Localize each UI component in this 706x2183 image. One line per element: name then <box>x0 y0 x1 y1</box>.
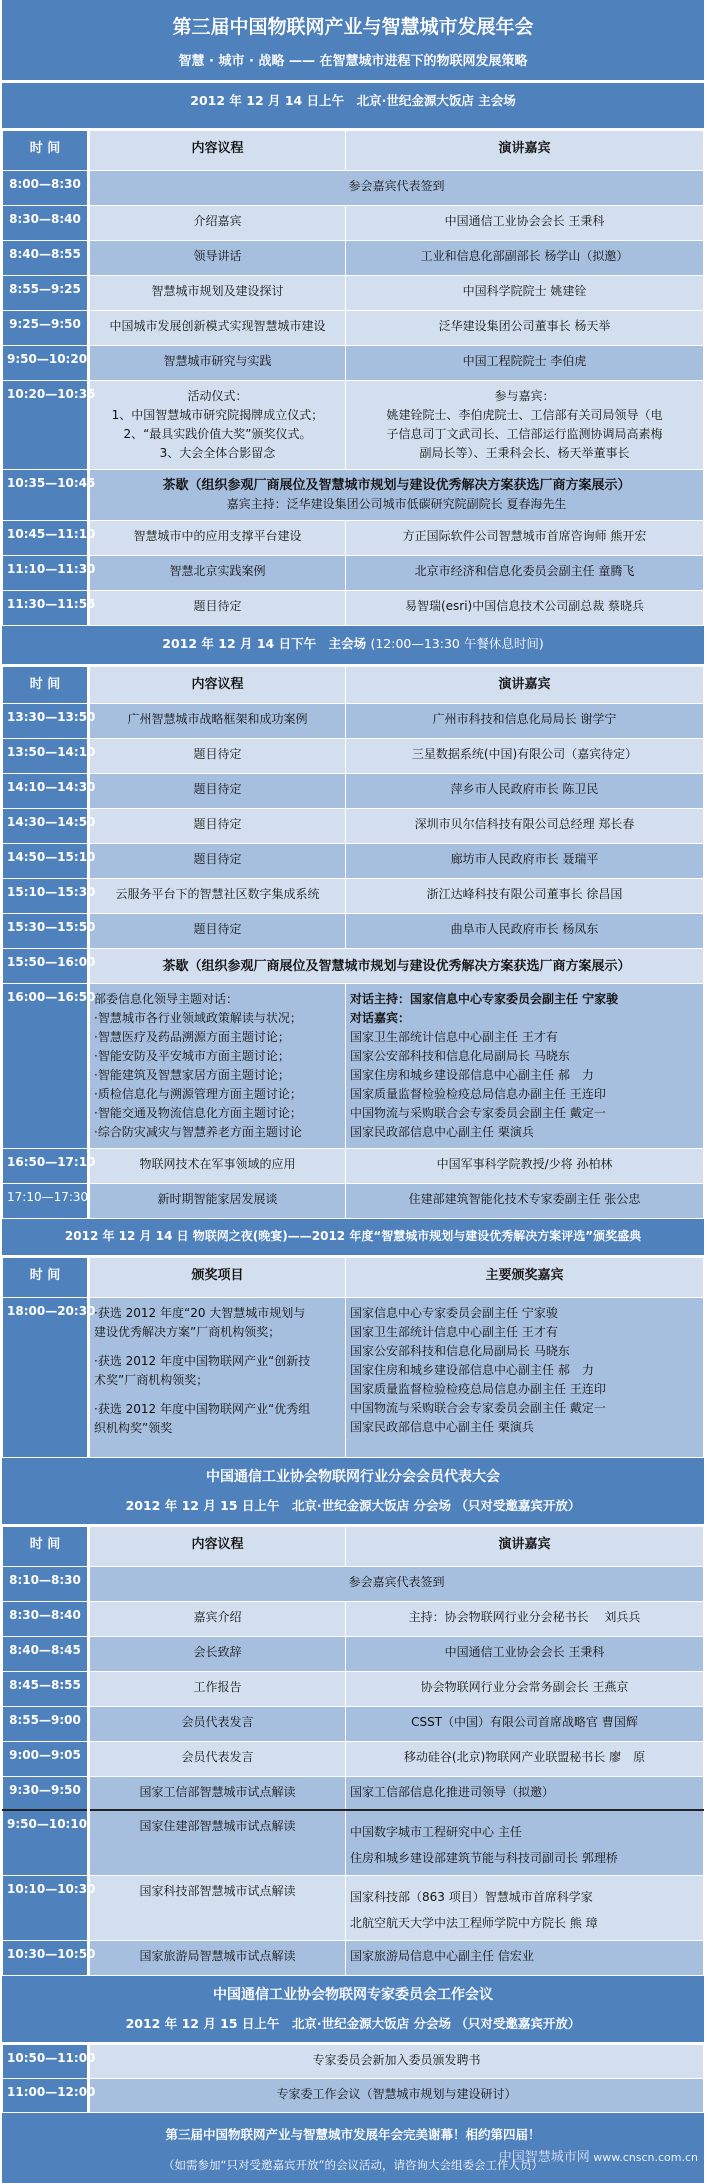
col-time: 时 间 <box>3 131 89 171</box>
row-agenda: 广州智慧城市战略框架和成功案例 <box>89 704 346 739</box>
row-speaker: 移动硅谷(北京)物联网产业联盟秘书长 廖 原 <box>346 1742 704 1777</box>
col-agenda: 内容议程 <box>89 131 346 171</box>
table-row <box>3 1672 704 1707</box>
col-speaker: 演讲嘉宾 <box>346 667 704 704</box>
row-agenda: 会长致辞 <box>89 1637 346 1672</box>
session4-header-text: 2012 年 12 月 15 日上午 北京·世纪金源大饭店 分会场 （只对受邀嘉宾开放） <box>125 1498 581 1513</box>
session3-table <box>2 1257 704 1458</box>
row-time: 10:10—10:30 <box>3 1875 89 1940</box>
watermark-site-name: 中国智慧城市网 <box>498 2149 590 2165</box>
row-time: 15:10—15:30 <box>3 879 89 914</box>
row-time: 9:25—9:50 <box>3 311 89 346</box>
row-span: 茶歇（组织参观厂商展位及智慧城市规划与建设优秀解决方案获选厂商方案展示） <box>89 949 704 984</box>
row-agenda: 新时期智能家居发展谈 <box>89 1184 346 1219</box>
table-row <box>3 1298 704 1458</box>
row-time: 9:00—9:05 <box>3 1742 89 1777</box>
row-speaker: 北京市经济和信息化委员会副主任 童腾飞 <box>346 556 704 591</box>
row-time: 15:50—16:00 <box>3 949 89 984</box>
spacer <box>94 1390 341 1400</box>
row-span: 参会嘉宾代表签到 <box>89 1567 704 1602</box>
table-row <box>3 1777 704 1810</box>
table-row <box>3 1742 704 1777</box>
speaker-line: 国家科技部（863 项目）智慧城市首席科学家 <box>350 1889 593 1904</box>
guest-line: 国家信息中心专家委员会副主任 宁家骏 <box>350 1306 558 1320</box>
row-speaker: 萍乡市人民政府市长 陈卫民 <box>346 774 704 809</box>
row-award-guests <box>346 1298 704 1458</box>
spacer <box>94 1342 341 1352</box>
agenda-line: 3、大会全体合影留念 <box>159 446 276 460</box>
table-row <box>3 1602 704 1637</box>
row-agenda: 国家旅游局智慧城市试点解读 <box>89 1940 346 1975</box>
row-agenda: 国家科技部智慧城市试点解读 <box>89 1875 346 1940</box>
session5-title: 中国通信工业协会物联网专家委员会工作会议 <box>213 1986 493 2003</box>
speaker-line: 对话主持：国家信息中心专家委员会副主任 宁家骏 <box>350 992 619 1006</box>
closing-footer <box>2 2113 704 2183</box>
row-speaker: 中国通信工业协会会长 王秉科 <box>346 1637 704 1672</box>
guest-line: 中国物流与采购联合会专家委员会副主任 戴定一 <box>350 1401 606 1415</box>
session5-header <box>2 1976 704 2044</box>
session1-table <box>2 130 704 626</box>
table-row <box>3 521 704 556</box>
agenda-line: ·质检信息化与溯源管理方面主题讨论； <box>94 1087 302 1101</box>
session2-header-text <box>2 626 704 652</box>
row-speaker: 工业和信息化部副部长 杨学山（拟邀） <box>346 241 704 276</box>
speaker-line: 国家卫生部统计信息中心副主任 王才有 <box>350 1030 558 1044</box>
row-speaker: 中国科学院院士 姚建铨 <box>346 276 704 311</box>
table-header-row <box>3 131 704 171</box>
row-agenda: 国家住建部智慧城市试点解读 <box>89 1810 346 1876</box>
agenda-line: ·智能建筑及智慧家居方面主题讨论； <box>94 1068 290 1082</box>
session4-title: 中国通信工业协会物联网行业分会会员代表大会 <box>206 1469 500 1485</box>
speaker-line: 子信息司丁文武司长、工信部运行监测协调局高素梅 <box>386 427 663 441</box>
table-row <box>3 1637 704 1672</box>
table-row <box>3 844 704 879</box>
row-time: 15:30—15:50 <box>3 914 89 949</box>
guest-line: 国家质量监督检验检疫总局信息办副主任 王连印 <box>350 1382 606 1396</box>
row-agenda: 智慧北京实践案例 <box>89 556 346 591</box>
page-subtitle: 智慧 · 城市 · 战略 —— 在智慧城市进程下的物联网发展策略 <box>178 54 528 69</box>
row-time: 14:50—15:10 <box>3 844 89 879</box>
row-speaker: 泛华建设集团公司董事长 杨天举 <box>346 311 704 346</box>
session2-table <box>2 666 704 1219</box>
row-time: 9:50—10:10 <box>3 1810 89 1876</box>
row-speaker: CSST（中国）有限公司首席战略官 曹国辉 <box>346 1707 704 1742</box>
row-speaker: 国家工信部信息化推进司领导（拟邀） <box>346 1777 704 1810</box>
row-agenda: 物联网技术在军事领域的应用 <box>89 1149 346 1184</box>
row-speaker <box>346 984 704 1149</box>
row-time: 8:30—8:40 <box>3 206 89 241</box>
page-title: 第三届中国物联网产业与智慧城市发展年会 <box>172 16 534 38</box>
table-row <box>3 2078 704 2112</box>
speaker-line: 参与嘉宾： <box>494 389 555 403</box>
row-time: 8:10—8:30 <box>3 1567 89 1602</box>
row-award-items <box>89 1298 346 1458</box>
row-speaker: 三星数据系统(中国)有限公司（嘉宾待定） <box>346 739 704 774</box>
speaker-line: 住房和城乡建设部建筑节能与科技司副司长 郭理桥 <box>350 1850 618 1865</box>
table-row <box>3 984 704 1149</box>
row-speaker <box>346 1875 704 1940</box>
session2-header <box>2 626 704 666</box>
table-row <box>3 914 704 949</box>
session4-header <box>2 1458 704 1526</box>
row-speaker: 协会物联网行业分会常务副会长 王燕京 <box>346 1672 704 1707</box>
row-time: 13:50—14:10 <box>3 739 89 774</box>
row-time: 10:30—10:50 <box>3 1940 89 1975</box>
speaker-line: 姚建铨院士、李伯虎院士、工信部有关司局领导（电 <box>386 408 663 422</box>
row-time: 14:30—14:50 <box>3 809 89 844</box>
speaker-line: 国家质量监督检验检疫总局信息办副主任 王连印 <box>350 1087 606 1101</box>
table-header-row <box>3 667 704 704</box>
row-agenda: 介绍嘉宾 <box>89 206 346 241</box>
row-time: 18:00—20:30 <box>3 1298 89 1458</box>
row-time: 11:30—11:55 <box>3 591 89 626</box>
col-time: 时 间 <box>3 667 89 704</box>
session1-header <box>2 83 704 130</box>
page-banner <box>2 0 704 83</box>
table-row <box>3 206 704 241</box>
row-time: 9:30—9:50 <box>3 1777 89 1810</box>
agenda-line: ·智能交通及物流信息化方面主题讨论； <box>94 1106 302 1120</box>
row-speaker: 易智瑞(esri)中国信息技术公司副总裁 蔡晓兵 <box>346 591 704 626</box>
table-row <box>3 311 704 346</box>
row-speaker: 广州市科技和信息化局局长 谢学宁 <box>346 704 704 739</box>
session2-header-main: 2012 年 12 月 14 日下午 主会场 <box>162 636 367 651</box>
agenda-line: ·综合防灾减灾与智慧养老方面主题讨论 <box>94 1125 302 1139</box>
row-time: 16:00—16:50 <box>3 984 89 1149</box>
row-span <box>89 470 704 521</box>
row-agenda: 题目待定 <box>89 774 346 809</box>
row-agenda: 中国城市发展创新模式实现智慧城市建设 <box>89 311 346 346</box>
break-host: 嘉宾主持：泛华建设集团公司城市低碳研究院副院长 夏春海先生 <box>226 497 567 511</box>
session3-header-text: 2012 年 12 月 14 日 物联网之夜(晚宴)——2012 年度“智慧城市规划与建设优秀解决方案评选”颁奖盛典 <box>64 1229 642 1243</box>
guest-line: 国家公安部科技和信息化局副局长 马晓东 <box>350 1344 570 1358</box>
table-row <box>3 879 704 914</box>
table-row <box>3 1810 704 1876</box>
row-time: 8:30—8:40 <box>3 1602 89 1637</box>
watermark <box>499 2146 698 2165</box>
agenda-line: 1、中国智慧城市研究院揭牌成立仪式； <box>111 408 324 422</box>
row-span: 参会嘉宾代表签到 <box>89 171 704 206</box>
table-header-row <box>3 1527 704 1567</box>
row-time: 10:50—11:00 <box>3 2044 89 2078</box>
row-speaker: 中国通信工业协会会长 王秉科 <box>346 206 704 241</box>
award-line: ·获选 2012 年度“20 大智慧城市规划与 <box>94 1306 306 1320</box>
row-speaker: 主持：协会物联网行业分会秘书长 刘兵兵 <box>346 1602 704 1637</box>
agenda-line: 2、“最具实践价值大奖”颁奖仪式。 <box>123 427 312 441</box>
row-time: 9:50—10:20 <box>3 346 89 381</box>
agenda-line: 活动仪式： <box>187 389 248 403</box>
row-agenda: 会员代表发言 <box>89 1742 346 1777</box>
col-speaker: 演讲嘉宾 <box>346 131 704 171</box>
speaker-line: 国家公安部科技和信息化局副局长 马晓东 <box>350 1049 570 1063</box>
row-time: 8:55—9:00 <box>3 1707 89 1742</box>
row-agenda: 题目待定 <box>89 809 346 844</box>
row-agenda: 嘉宾介绍 <box>89 1602 346 1637</box>
speaker-line: 中国数字城市工程研究中心 主任 <box>350 1824 522 1839</box>
row-agenda: 题目待定 <box>89 591 346 626</box>
award-line: 建设优秀解决方案”厂商机构领奖； <box>94 1325 281 1339</box>
table-row <box>3 556 704 591</box>
row-span: 专家委员会新加入委员颁发聘书 <box>89 2044 704 2078</box>
table-row <box>3 1707 704 1742</box>
agenda-line: ·智慧城市各行业领域政策解读与状况； <box>94 1011 302 1025</box>
row-time: 16:50—17:10 <box>3 1149 89 1184</box>
row-time: 8:00—8:30 <box>3 171 89 206</box>
col-time: 时 间 <box>3 1258 89 1298</box>
col-agenda: 内容议程 <box>89 1527 346 1567</box>
row-time: 11:10—11:30 <box>3 556 89 591</box>
break-title: 茶歇（组织参观厂商展位及智慧城市规划与建设优秀解决方案获选厂商方案展示） <box>162 478 631 493</box>
session5-header-text: 2012 年 12 月 15 日上午 北京·世纪金源大饭店 分会场 （只对受邀嘉宾开放） <box>125 2015 581 2031</box>
session5-table <box>2 2044 704 2113</box>
row-time: 14:10—14:30 <box>3 774 89 809</box>
session4-table <box>2 1526 704 1976</box>
row-agenda <box>89 984 346 1149</box>
table-row <box>3 276 704 311</box>
session3-header <box>2 1219 704 1257</box>
row-agenda: 智慧城市中的应用支撑平台建设 <box>89 521 346 556</box>
row-time: 8:45—8:55 <box>3 1672 89 1707</box>
row-time: 17:10—17:30 <box>3 1184 89 1219</box>
row-speaker: 廊坊市人民政府市长 聂瑞平 <box>346 844 704 879</box>
speaker-line: 国家民政部信息中心副主任 栗演兵 <box>350 1125 534 1139</box>
row-speaker: 住建部建筑智能化技术专家委副主任 张公忠 <box>346 1184 704 1219</box>
table-row <box>3 241 704 276</box>
row-agenda: 题目待定 <box>89 914 346 949</box>
row-time: 10:35—10:45 <box>3 470 89 521</box>
table-row <box>3 739 704 774</box>
row-agenda: 国家工信部智慧城市试点解读 <box>89 1777 346 1810</box>
row-speaker: 浙江达峰科技有限公司董事长 徐昌国 <box>346 879 704 914</box>
table-row <box>3 171 704 206</box>
col-agenda: 内容议程 <box>89 667 346 704</box>
row-agenda: 题目待定 <box>89 739 346 774</box>
row-span: 专家委工作会议（智慧城市规划与建设研讨） <box>89 2078 704 2112</box>
table-row <box>3 2044 704 2078</box>
row-speaker: 深圳市贝尔信科技有限公司总经理 郑长春 <box>346 809 704 844</box>
row-agenda: 云服务平台下的智慧社区数字集成系统 <box>89 879 346 914</box>
speaker-line: 中国物流与采购联合会专家委员会副主任 戴定一 <box>350 1106 606 1120</box>
table-row <box>3 1149 704 1184</box>
row-time: 8:55—9:25 <box>3 276 89 311</box>
row-time: 10:45—11:10 <box>3 521 89 556</box>
row-agenda <box>89 381 346 470</box>
watermark-url: www.cnscn.com.cn <box>593 2150 698 2164</box>
row-speaker <box>346 381 704 470</box>
table-row <box>3 1567 704 1602</box>
agenda-page <box>2 0 704 2183</box>
table-row <box>3 949 704 984</box>
row-agenda: 会员代表发言 <box>89 1707 346 1742</box>
row-agenda: 题目待定 <box>89 844 346 879</box>
row-speaker: 曲阜市人民政府市长 杨凤东 <box>346 914 704 949</box>
closing-message: 第三届中国物联网产业与智慧城市发展年会完美谢幕！相约第四届！ <box>165 2126 541 2142</box>
row-speaker: 中国军事科学院教授/少将 孙柏林 <box>346 1149 704 1184</box>
row-agenda: 智慧城市研究与实践 <box>89 346 346 381</box>
table-row <box>3 470 704 521</box>
table-row <box>3 591 704 626</box>
col-time: 时 间 <box>3 1527 89 1567</box>
table-header-row <box>3 1258 704 1298</box>
agenda-line: ·智慧医疗及药品溯源方面主题讨论； <box>94 1030 290 1044</box>
speaker-line: 国家住房和城乡建设部信息中心副主任 郝 力 <box>350 1068 594 1082</box>
award-line: ·获选 2012 年度中国物联网产业“创新技 <box>94 1354 311 1368</box>
row-time: 10:20—10:35 <box>3 381 89 470</box>
guest-line: 国家民政部信息中心副主任 栗演兵 <box>350 1420 534 1434</box>
row-speaker: 国家旅游局信息中心副主任 信宏业 <box>346 1940 704 1975</box>
row-time: 13:30—13:50 <box>3 704 89 739</box>
row-agenda: 智慧城市规划及建设探讨 <box>89 276 346 311</box>
row-speaker: 方正国际软件公司智慧城市首席咨询师 熊开宏 <box>346 521 704 556</box>
table-row <box>3 1940 704 1975</box>
session1-header-text: 2012 年 12 月 14 日上午 北京·世纪金源大饭店 主会场 <box>190 93 516 108</box>
guest-line: 国家卫生部统计信息中心副主任 王才有 <box>350 1325 558 1339</box>
invitation-note: （如需参加“只对受邀嘉宾开放”的会议活动，请咨询大会组委会工作人员） <box>163 2157 543 2172</box>
award-line: 术奖”厂商机构领奖； <box>94 1373 209 1387</box>
row-agenda: 领导讲话 <box>89 241 346 276</box>
table-row <box>3 1184 704 1219</box>
row-agenda: 工作报告 <box>89 1672 346 1707</box>
speaker-line: 北航空航天大学中法工程师学院中方院长 熊 璋 <box>350 1915 598 1930</box>
award-line: 织机构奖”领奖 <box>94 1421 173 1435</box>
table-row <box>3 809 704 844</box>
speaker-line: 对话嘉宾： <box>350 1011 411 1025</box>
col-speaker: 演讲嘉宾 <box>346 1527 704 1567</box>
table-row <box>3 774 704 809</box>
col-award-guests: 主要颁奖嘉宾 <box>346 1258 704 1298</box>
row-speaker: 中国工程院院士 李伯虎 <box>346 346 704 381</box>
table-row <box>3 381 704 470</box>
table-row <box>3 346 704 381</box>
row-time: 8:40—8:55 <box>3 241 89 276</box>
session2-header-note: (12:00—13:30 午餐休息时间) <box>370 636 544 651</box>
table-row <box>3 704 704 739</box>
speaker-line: 副局长等）、王秉科会长、杨天举董事长 <box>419 446 630 460</box>
agenda-line: 部委信息化领导主题对话： <box>94 992 239 1006</box>
table-row <box>3 1875 704 1940</box>
row-time: 11:00—12:00 <box>3 2078 89 2112</box>
row-time: 8:40—8:45 <box>3 1637 89 1672</box>
guest-line: 国家住房和城乡建设部信息中心副主任 郝 力 <box>350 1363 594 1377</box>
award-line: ·获选 2012 年度中国物联网产业“优秀组 <box>94 1402 311 1416</box>
col-award-item: 颁奖项目 <box>89 1258 346 1298</box>
agenda-line: ·智能安防及平安城市方面主题讨论； <box>94 1049 290 1063</box>
row-speaker <box>346 1810 704 1876</box>
